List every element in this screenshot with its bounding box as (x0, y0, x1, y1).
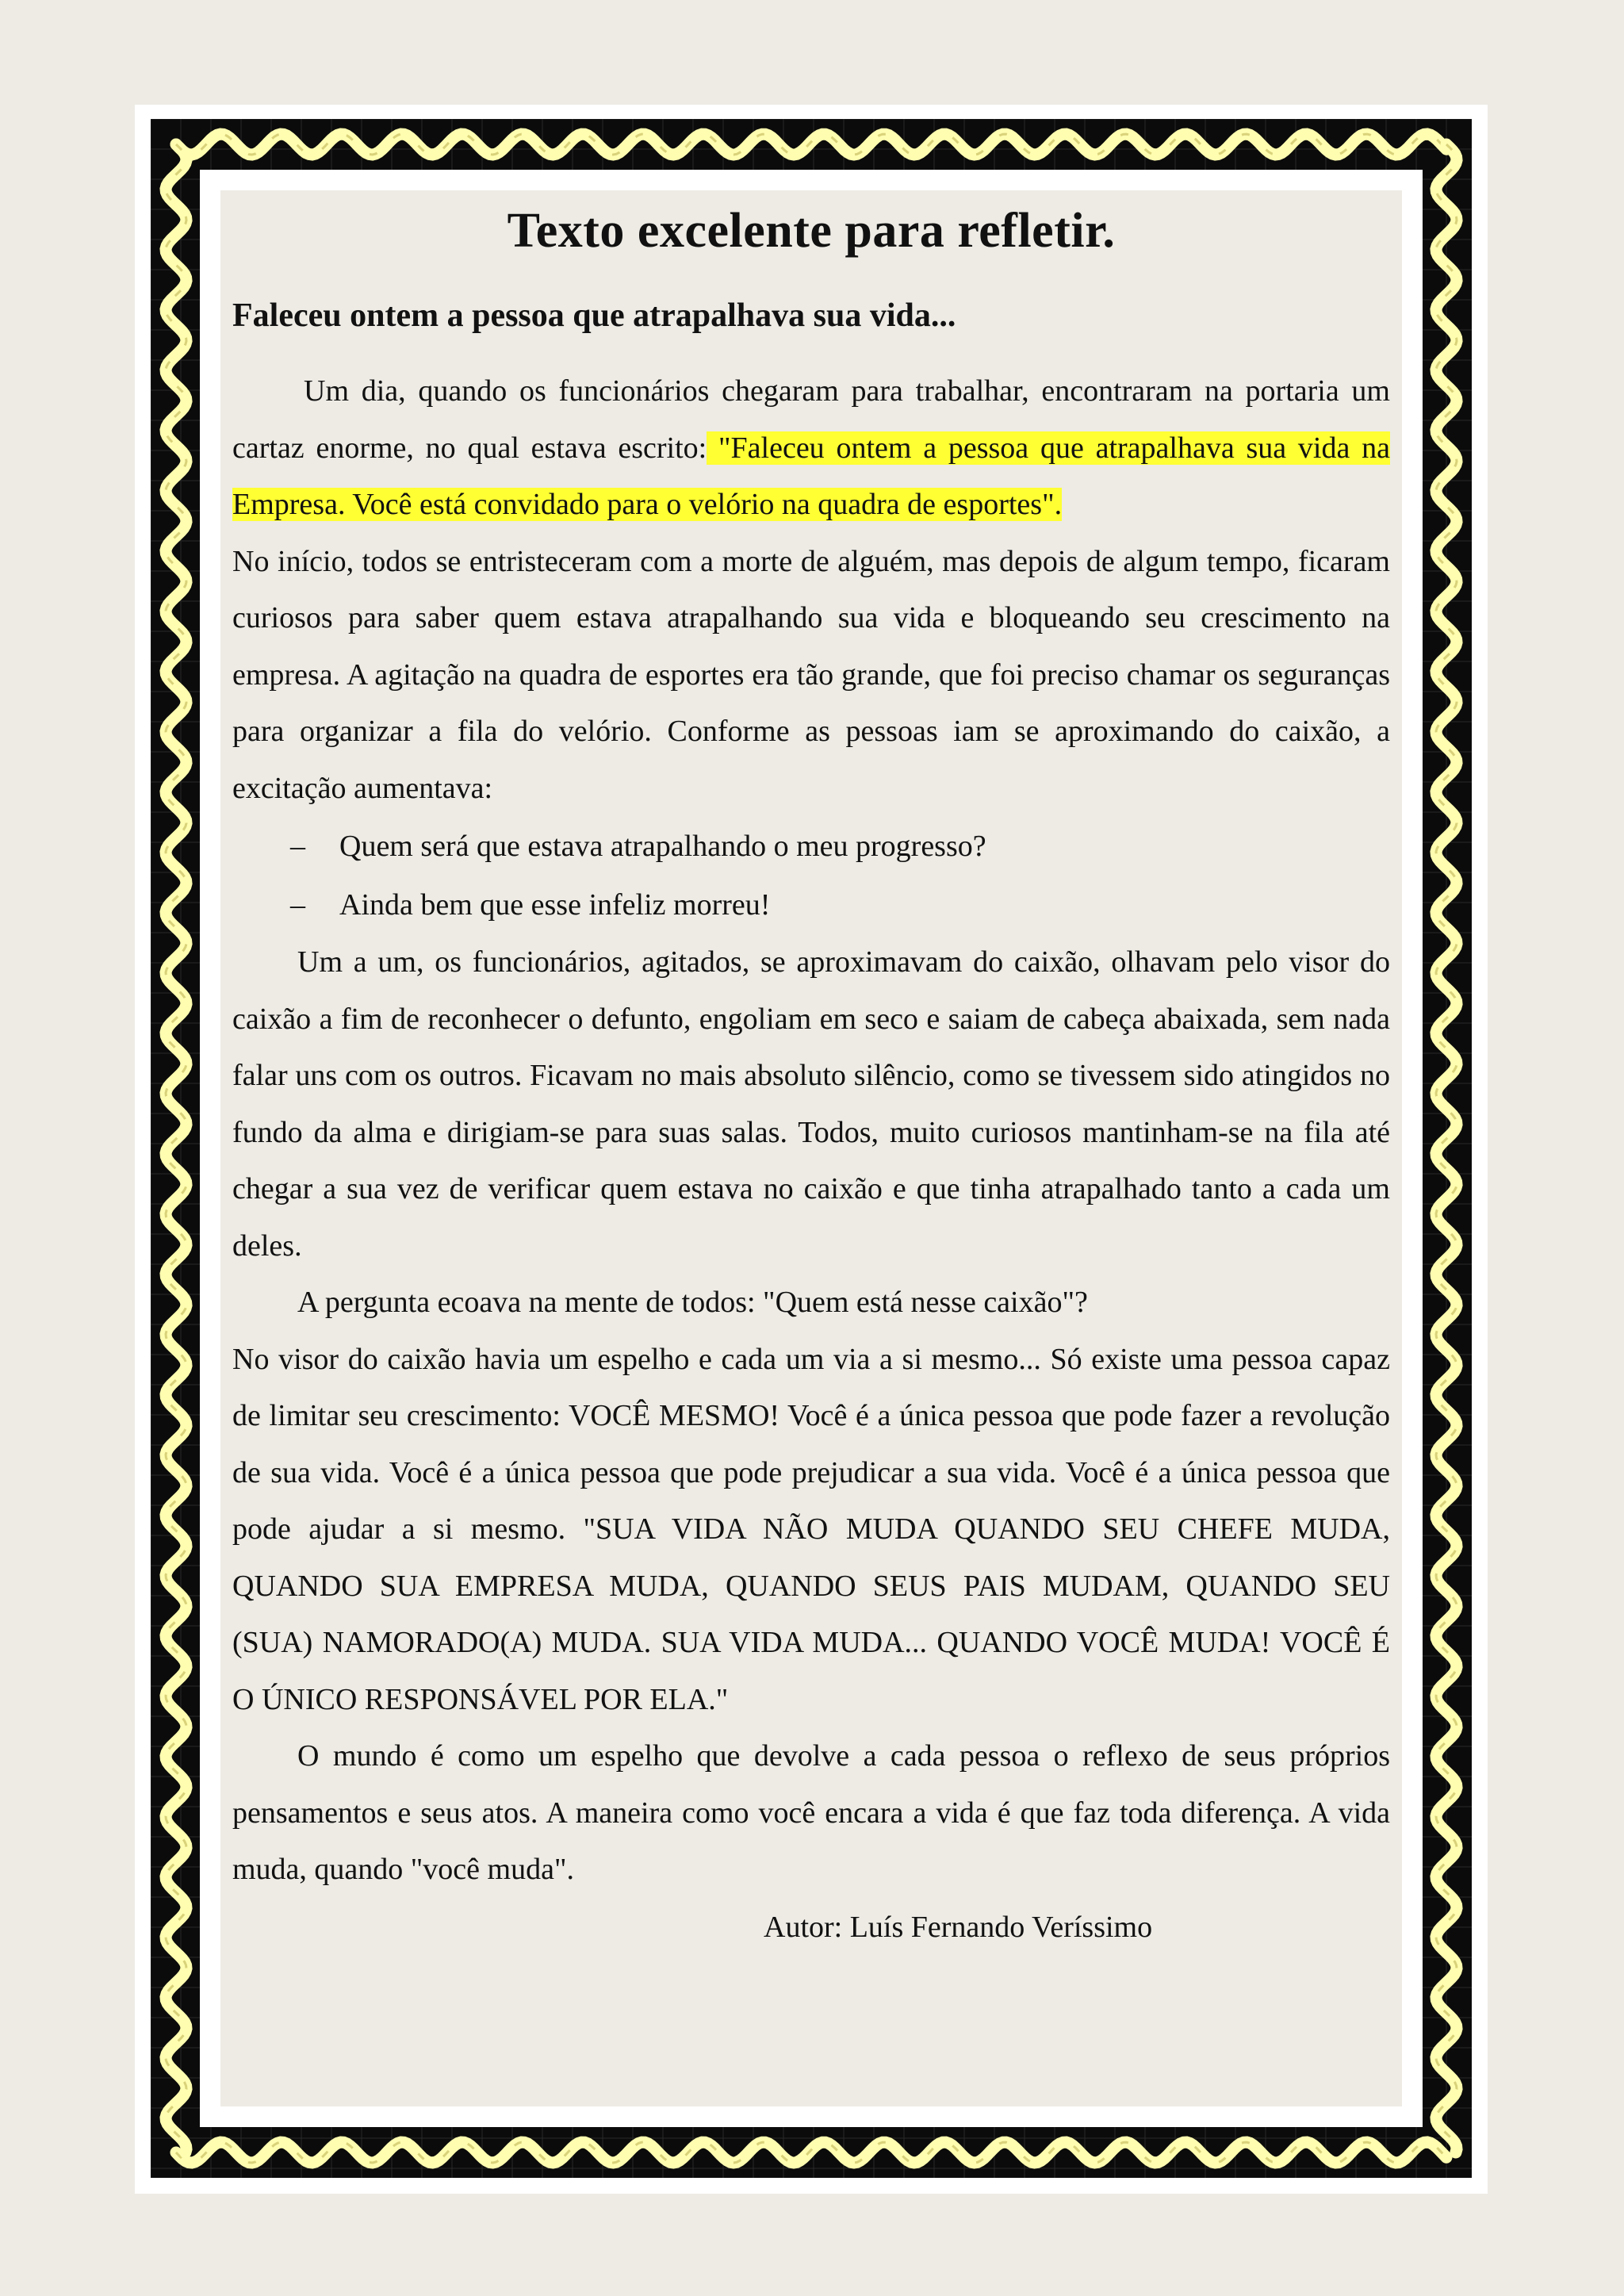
paragraph-question: A pergunta ecoava na mente de todos: "Quem está nesse caixão"? (297, 1286, 1088, 1319)
dash-bullet: – (290, 888, 305, 922)
ribbon-bottom (176, 2142, 1446, 2163)
author-signature: Autor: Luís Fernando Veríssimo (764, 1910, 1153, 1944)
paragraph-intro (232, 363, 1390, 534)
list-item-text: Ainda bem que esse infeliz morreu! (339, 888, 771, 922)
list-item (232, 876, 1390, 934)
document-content (232, 190, 1390, 1956)
list-item (232, 817, 1390, 876)
dash-list (232, 817, 1390, 934)
list-item-text: Quem será que estava atrapalhando o meu progresso? (339, 830, 986, 863)
paragraph-intro-text: Um dia, quando os funcionários chegaram para trabalhar, encontraram na portaria um cartaz enorme, no qual estava escrito: (232, 374, 1390, 465)
highlighted-quote: "Faleceu ontem a pessoa que atrapalhava sua vida na Empresa. Você está convidado para o velório na quadra de esportes". (232, 431, 1390, 521)
paragraph-mirror: No visor do caixão havia um espelho e cada um via a si mesmo... Só existe uma pessoa capaz de limitar seu crescimento: VOCÊ MESMO! Você é a única pessoa que pode fazer a revolução de sua vida. Você é a única pessoa que pode prejudicar a sua vida. Você é a única pessoa que pode ajudar a si mesmo. "SUA VIDA NÃO MUDA QUANDO SEU CHEFE MUDA, QUANDO SUA EMPRESA MUDA, QUANDO SEUS PAIS MUDAM, QUANDO SEU (SUA) NAMORADO(A) MUDA. SUA VIDA MUDA... QUANDO VOCÊ MUDA! VOCÊ É O ÚNICO RESPONSÁVEL POR ELA." (232, 1342, 1390, 1716)
paragraph-reaction: No início, todos se entristeceram com a morte de alguém, mas depois de algum tempo, ficaram curiosos para saber quem estava atrapalhando sua vida e bloqueando seu crescimento na empresa. A agitação na quadra de esportes era tão grande, que foi preciso chamar os seguranças para organizar a fila do velório. Conforme as pessoas iam se aproximando do caixão, a excitação aumentava: (232, 544, 1390, 805)
document-title: Texto excelente para refletir. (507, 204, 1116, 258)
paragraph-queue: Um a um, os funcionários, agitados, se aproximavam do caixão, olhavam pelo visor do caixão a fim de reconhecer o defunto, engoliam em seco e saiam de cabeça abaixada, sem nada falar uns com os outros. Ficavam no mais absoluto silêncio, como se tivessem sido atingidos no fundo da alma e dirigiam-se para suas salas. Todos, muito curiosos mantinham-se na fila até chegar a sua vez de verificar quem estava no caixão e que tinha atrapalhado tanto a cada um deles. (232, 945, 1390, 1263)
paragraph-conclusion: O mundo é como um espelho que devolve a cada pessoa o reflexo de seus próprios pensamentos e seus atos. A maneira como você encara a vida é que faz toda diferença. A vida muda, quando "você muda". (232, 1739, 1390, 1886)
dash-bullet: – (290, 830, 305, 863)
ribbon-left (166, 144, 186, 2152)
document-subtitle: Faleceu ontem a pessoa que atrapalhava sua vida... (232, 297, 956, 334)
ribbon-top (176, 134, 1446, 155)
